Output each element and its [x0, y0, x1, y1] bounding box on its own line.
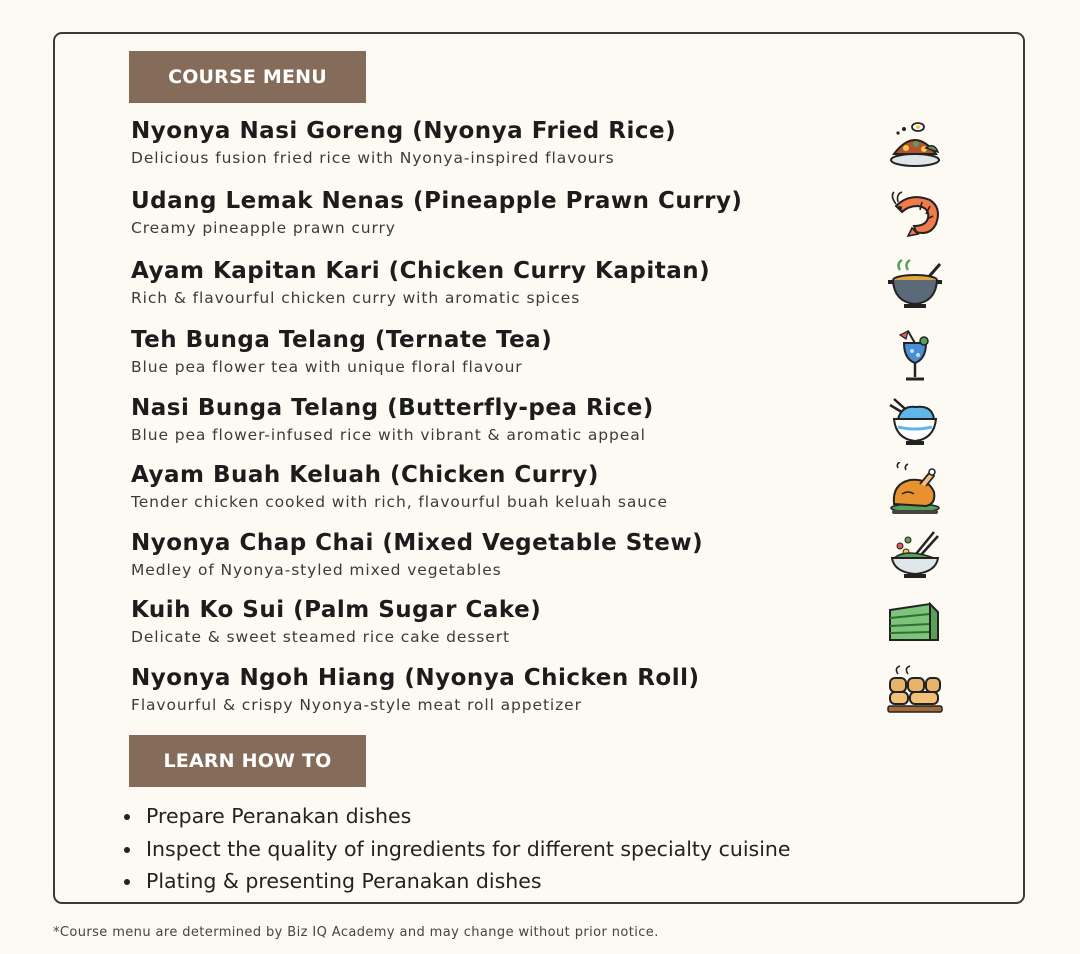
rice-bowl-icon — [886, 395, 944, 449]
layer-cake-icon — [886, 598, 944, 652]
course-menu-title: COURSE MENU — [168, 66, 327, 88]
dish-description: Rich & flavourful chicken curry with aromatic spices — [131, 289, 581, 307]
fried-rice-icon — [886, 118, 944, 172]
curry-pot-icon — [886, 258, 944, 312]
footnote: *Course menu are determined by Biz IQ Academy and may change without prior notice. — [53, 925, 659, 940]
dish-name: Ayam Kapitan Kari (Chicken Curry Kapitan) — [131, 258, 711, 284]
dish-description: Creamy pineapple prawn curry — [131, 219, 396, 237]
dish-name: Kuih Ko Sui (Palm Sugar Cake) — [131, 597, 542, 623]
dish-item-2 — [131, 186, 871, 238]
dish-description: Medley of Nyonya-styled mixed vegetables — [131, 561, 502, 579]
dish-item-7 — [131, 528, 871, 580]
roast-chicken-icon — [886, 462, 944, 516]
dish-description: Flavourful & crispy Nyonya-style meat roll appetizer — [131, 696, 582, 714]
course-menu-banner — [129, 51, 366, 103]
dish-item-6 — [131, 460, 871, 512]
dish-description: Delicious fusion fried rice with Nyonya-inspired flavours — [131, 149, 615, 167]
dish-item-9 — [131, 663, 871, 715]
dish-description: Tender chicken cooked with rich, flavourful buah keluah sauce — [131, 493, 668, 511]
dish-item-8 — [131, 595, 871, 647]
dish-item-3 — [131, 256, 871, 308]
learn-list — [120, 800, 791, 898]
learn-item: Prepare Peranakan dishes — [120, 800, 791, 833]
learn-how-to-banner — [129, 735, 366, 787]
dish-description: Blue pea flower tea with unique floral flavour — [131, 358, 523, 376]
prawn-icon — [886, 188, 944, 242]
dish-item-1 — [131, 116, 871, 168]
dish-name: Nyonya Nasi Goreng (Nyonya Fried Rice) — [131, 118, 677, 144]
dish-item-4 — [131, 325, 871, 377]
learn-how-to-title: LEARN HOW TO — [163, 750, 332, 772]
dish-description: Blue pea flower-infused rice with vibrant & aromatic appeal — [131, 426, 646, 444]
dish-item-5 — [131, 393, 871, 445]
dish-name: Nasi Bunga Telang (Butterfly-pea Rice) — [131, 395, 654, 421]
learn-item: Inspect the quality of ingredients for different specialty cuisine — [120, 833, 791, 866]
dish-name: Teh Bunga Telang (Ternate Tea) — [131, 327, 553, 353]
drink-glass-icon — [886, 329, 944, 383]
dish-name: Nyonya Ngoh Hiang (Nyonya Chicken Roll) — [131, 665, 700, 691]
dish-name: Ayam Buah Keluah (Chicken Curry) — [131, 462, 599, 488]
dish-description: Delicate & sweet steamed rice cake dessert — [131, 628, 510, 646]
vegetable-bowl-icon — [886, 528, 944, 582]
dish-name: Nyonya Chap Chai (Mixed Vegetable Stew) — [131, 530, 704, 556]
meat-roll-icon — [886, 664, 944, 718]
dish-name: Udang Lemak Nenas (Pineapple Prawn Curry) — [131, 188, 743, 214]
learn-item: Plating & presenting Peranakan dishes — [120, 865, 791, 898]
